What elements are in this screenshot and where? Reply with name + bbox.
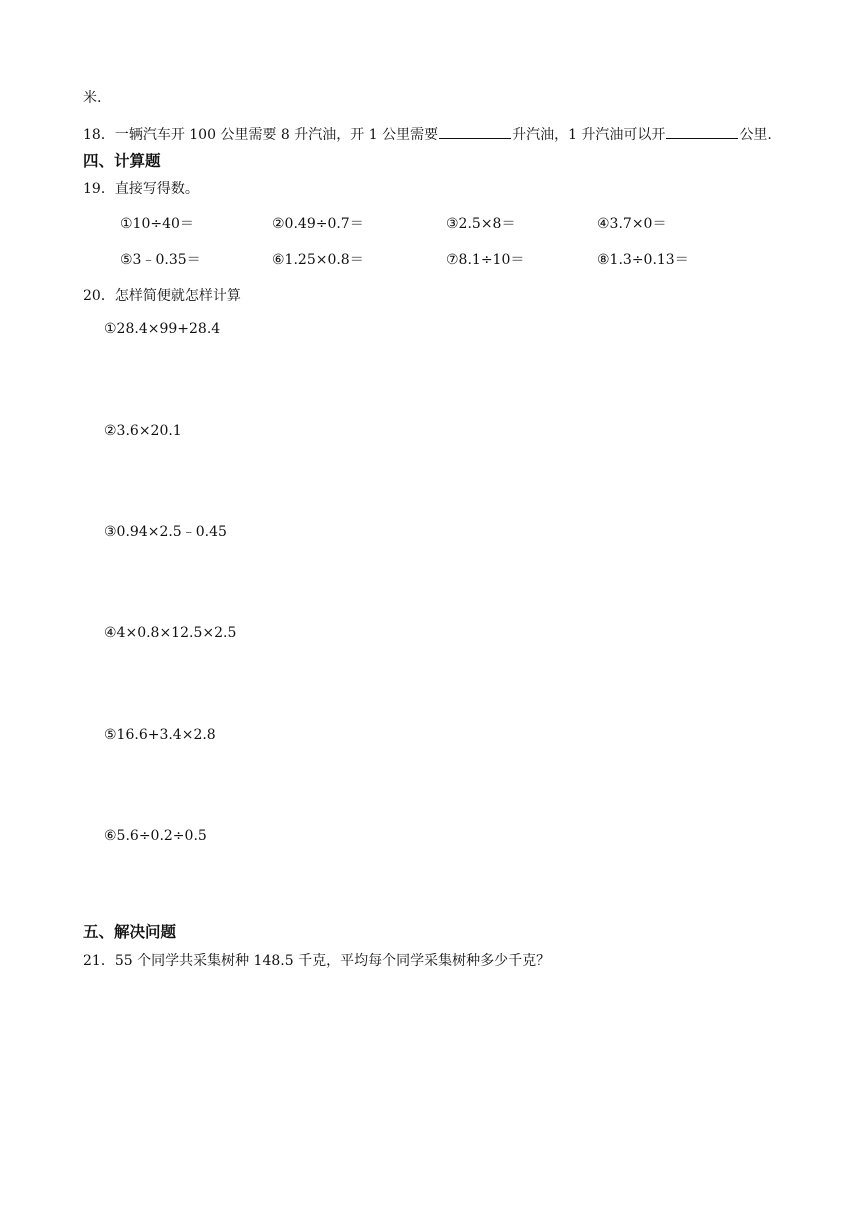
question-number: 21． xyxy=(83,953,115,969)
question-text-part2: 升汽油，1 升汽油可以开 xyxy=(512,127,666,143)
question-text: 55 个同学共采集树种 148.5 千克，平均每个同学采集树种多少千克？ xyxy=(114,953,551,969)
question-19 xyxy=(83,179,199,199)
mental-math-item: ④3.7×0＝ xyxy=(597,216,667,232)
question-number: 20． xyxy=(83,288,115,304)
answer-blank-2[interactable] xyxy=(666,124,738,139)
section-heading-problem-solving: 五、解决问题 xyxy=(83,923,177,941)
answer-blank-1[interactable] xyxy=(439,124,511,139)
question-text-part3: 公里. xyxy=(739,127,772,143)
mental-math-item: ⑤3﹣0.35＝ xyxy=(120,252,201,268)
mental-math-item: ⑥1.25×0.8＝ xyxy=(272,252,364,268)
question-text: 怎样简便就怎样计算 xyxy=(114,288,241,304)
question-21 xyxy=(83,951,550,971)
prev-question-tail: 米. xyxy=(83,90,102,106)
mental-math-item: ⑧1.3÷0.13＝ xyxy=(597,252,689,268)
mental-math-item: ③2.5×8＝ xyxy=(446,216,516,232)
mental-math-item: ①10÷40＝ xyxy=(120,216,194,232)
mental-math-item: ⑦8.1÷10＝ xyxy=(446,252,525,268)
simplify-item: ⑥5.6÷0.2÷0.5 xyxy=(104,828,207,844)
simplify-item: ②3.6×20.1 xyxy=(104,423,182,439)
simplify-item: ⑤16.6+3.4×2.8 xyxy=(104,727,216,743)
simplify-item: ④4×0.8×12.5×2.5 xyxy=(104,625,237,641)
question-number: 19． xyxy=(83,181,115,197)
simplify-item: ③0.94×2.5﹣0.45 xyxy=(104,524,227,540)
simplify-item: ①28.4×99+28.4 xyxy=(104,321,221,337)
question-number: 18． xyxy=(83,127,115,143)
question-text-part1: 一辆汽车开 100 公里需要 8 升汽油，开 1 公里需要 xyxy=(114,127,439,143)
mental-math-item: ②0.49÷0.7＝ xyxy=(272,216,364,232)
question-18 xyxy=(83,124,772,145)
section-heading-calculation: 四、计算题 xyxy=(83,152,161,170)
question-text: 直接写得数。 xyxy=(114,181,199,197)
question-20 xyxy=(83,286,241,306)
